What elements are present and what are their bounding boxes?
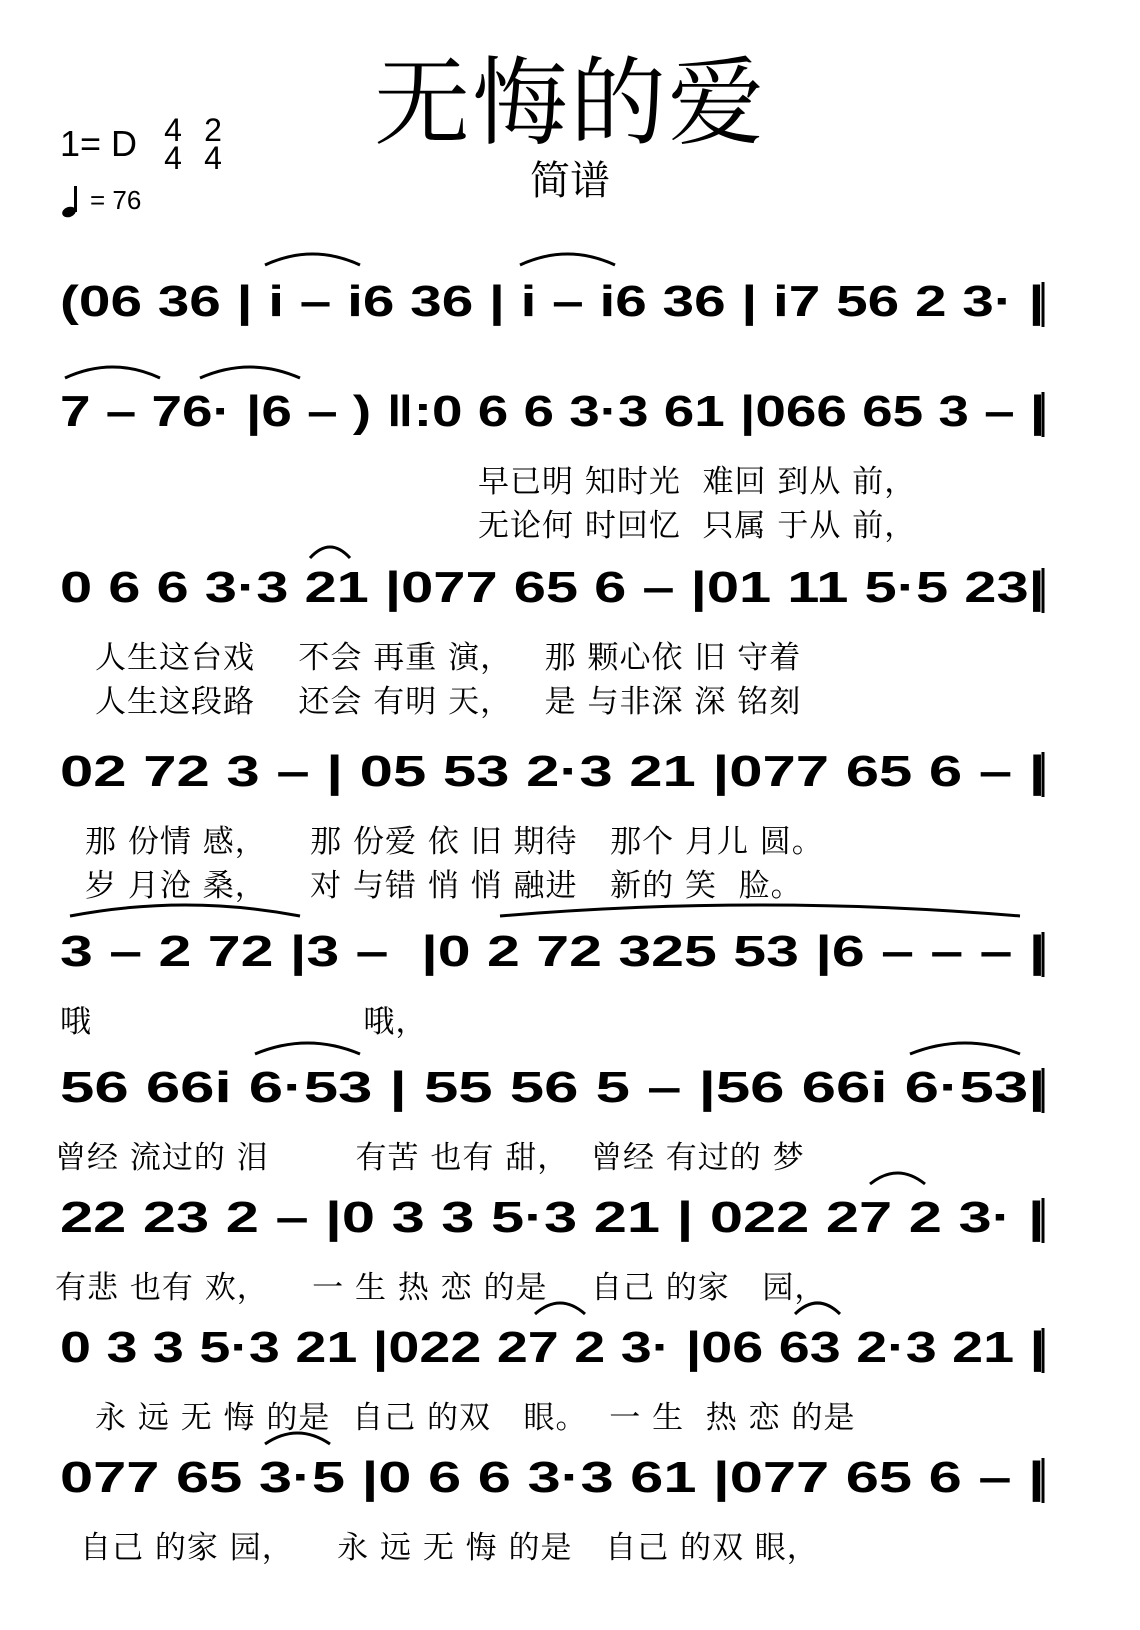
- time-signature-4-4: 4 4: [164, 112, 182, 176]
- lyric-line: 岁 月沧 桑， 对 与错 悄 悄 融进 新的 笑 脸。: [85, 868, 803, 904]
- song-title: 无悔的爱: [374, 47, 766, 159]
- slur-mark: [200, 367, 300, 378]
- slur-mark: [70, 905, 300, 916]
- slur-mark: [500, 905, 1020, 916]
- slur-mark: [520, 254, 615, 265]
- slur-mark: [310, 547, 350, 558]
- key-signature: 1= D: [60, 123, 138, 164]
- lyric-line: 早已明 知时光 难回 到从 前，: [478, 464, 917, 500]
- notation-line: 077 65 3·5 |0 6 6 3·3 61 |077 65 6 – |: [60, 1453, 1045, 1502]
- slur-mark: [910, 1043, 1020, 1054]
- slur-mark: [870, 1173, 925, 1184]
- notation-line: (06 36 | i – i6 36 | i – i6 36 | i7 56 2 3· |: [60, 277, 1045, 326]
- time-signature-2-4: 2 4: [204, 112, 222, 176]
- lyric-line: 哦 哦，: [60, 1004, 428, 1040]
- lyric-line: 那 份情 感， 那 份爱 依 旧 期待 那个 月儿 圆。: [85, 824, 824, 860]
- notation-line: 02 72 3 – | 05 53 2·3 21 |077 65 6 – |: [60, 747, 1046, 796]
- notation-line: 0 3 3 5·3 21 |022 27 2 3· |06 63 2·3 21 |: [60, 1323, 1046, 1372]
- lyric-line: 曾经 流过的 泪 有苦 也有 甜， 曾经 有过的 梦: [55, 1140, 805, 1176]
- notation-line: 0 6 6 3·3 21 |077 65 6 – |01 11 5·5 23|: [60, 563, 1045, 612]
- notation-line: 3 – 2 72 |3 – |0 2 72 325 53 |6 – – – |: [60, 927, 1046, 976]
- lyric-line: 无论何 时回忆 只属 于从 前，: [478, 508, 917, 544]
- lyric-line: 永 远 无 悔 的是 自己 的双 眼。 一 生 热 恋 的是: [95, 1400, 856, 1436]
- lyric-line: 人生这段路 还会 有明 天， 是 与非深 深 铭刻: [95, 684, 802, 720]
- slur-mark: [255, 1043, 360, 1054]
- lyric-line: 人生这台戏 不会 再重 演， 那 颗心依 旧 守着: [95, 640, 802, 676]
- notation-line: 56 66i 6·53 | 55 56 5 – |56 66i 6·53|: [60, 1063, 1046, 1112]
- lyric-line: 有悲 也有 欢， 一 生 热 恋 的是 自己 的家 园，: [55, 1270, 827, 1306]
- lyric-line: 自己 的家 园， 永 远 无 悔 的是 自己 的双 眼，: [80, 1530, 819, 1566]
- quarter-note-icon: [60, 184, 90, 220]
- tempo-marking: = 76: [60, 182, 141, 220]
- slur-mark: [265, 254, 360, 265]
- song-subtitle: 简谱: [530, 158, 610, 204]
- notation-line: 7 – 76· |6 – ) ‖:0 6 6 3·3 61 |066 65 3 – |: [60, 387, 1046, 436]
- notation-line: 22 23 2 – |0 3 3 5·3 21 | 022 27 2 3· |: [60, 1193, 1045, 1242]
- slur-mark: [65, 367, 160, 378]
